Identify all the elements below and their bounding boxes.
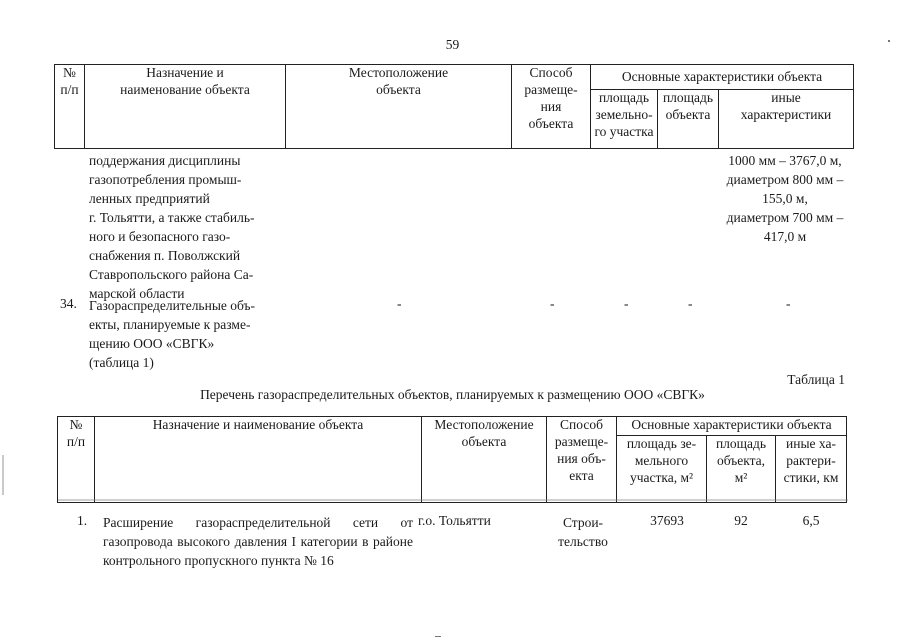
header-object-area: площадь объекта	[658, 90, 719, 149]
t1-header-location: Местоположение объекта	[422, 417, 547, 503]
row-1-num: 1.	[77, 513, 88, 528]
t1-header-object-area: площадь объекта, м²	[707, 436, 776, 503]
row-34-land-area: -	[624, 296, 629, 311]
header-placement-method: Способ размеще- ния объекта	[512, 65, 591, 149]
header-location: Местоположение объекта	[286, 65, 512, 149]
header-other: иные характеристики	[719, 90, 854, 149]
row-34-purpose: Газораспределительные объ- екты, планируемые к разме- щению ООО «СВГК» (таблица 1)	[89, 298, 256, 370]
row-34-other: -	[786, 296, 791, 311]
continuation-other: 1000 мм – 3767,0 м, диаметром 800 мм – 155,0 м, диаметром 700 мм – 417,0 м	[726, 153, 844, 244]
row-1-location: г.о. Тольятти	[418, 513, 491, 528]
row-1-land-area: 37693	[650, 513, 684, 528]
t1-header-placement-method: Способ размеще- ния объ- екта	[547, 417, 617, 503]
t1-header-other: иные ха- рактери- стики, км	[776, 436, 847, 503]
row-34-object-area: -	[688, 296, 693, 311]
header-purpose: Назначение и наименование объекта	[85, 65, 286, 149]
table1-title: Перечень газораспределительных объектов, планируемых к размещению ООО «СВГК»	[200, 387, 705, 402]
t1-header-land-area: площадь зе- мельного участка, м²	[617, 436, 707, 503]
table1	[57, 416, 847, 503]
continuation-purpose: поддержания дисциплины газопотребления промыш- ленных предприятий г. Тольятти, а также стабиль- ного и безопасного газо- снабжения п. Поволжский Ставропольского района Са- марской области	[89, 153, 255, 301]
row-1-method: Строи- тельство	[558, 515, 608, 549]
table1-label: Таблица 1	[787, 372, 845, 387]
row-1-object-area: 92	[734, 513, 748, 528]
t1-header-purpose: Назначение и наименование объекта	[95, 417, 422, 503]
scan-noise-dot	[888, 40, 890, 42]
scan-noise-bottom	[435, 636, 441, 637]
header-main-characteristics: Основные характеристики объекта	[591, 65, 854, 90]
row-1-purpose: Расширение газораспределительной сети от газопровода высокого давления I категории в районе контрольного пропускного пункта № 16	[103, 515, 413, 568]
row-34-method: -	[550, 296, 555, 311]
page-number: 59	[445, 37, 460, 52]
t1-header-main-characteristics: Основные характеристики объекта	[617, 417, 847, 436]
t1-header-num: № п/п	[58, 417, 95, 503]
header-num: № п/п	[55, 65, 85, 149]
objects-table-continued	[54, 64, 854, 149]
row-1-other: 6,5	[802, 513, 820, 528]
header-land-area: площадь земельно- го участка	[591, 90, 658, 149]
row-34-num: 34.	[60, 296, 77, 311]
scan-noise-line	[58, 499, 848, 501]
scan-noise-edge	[2, 455, 4, 495]
row-34-location: -	[397, 296, 402, 311]
